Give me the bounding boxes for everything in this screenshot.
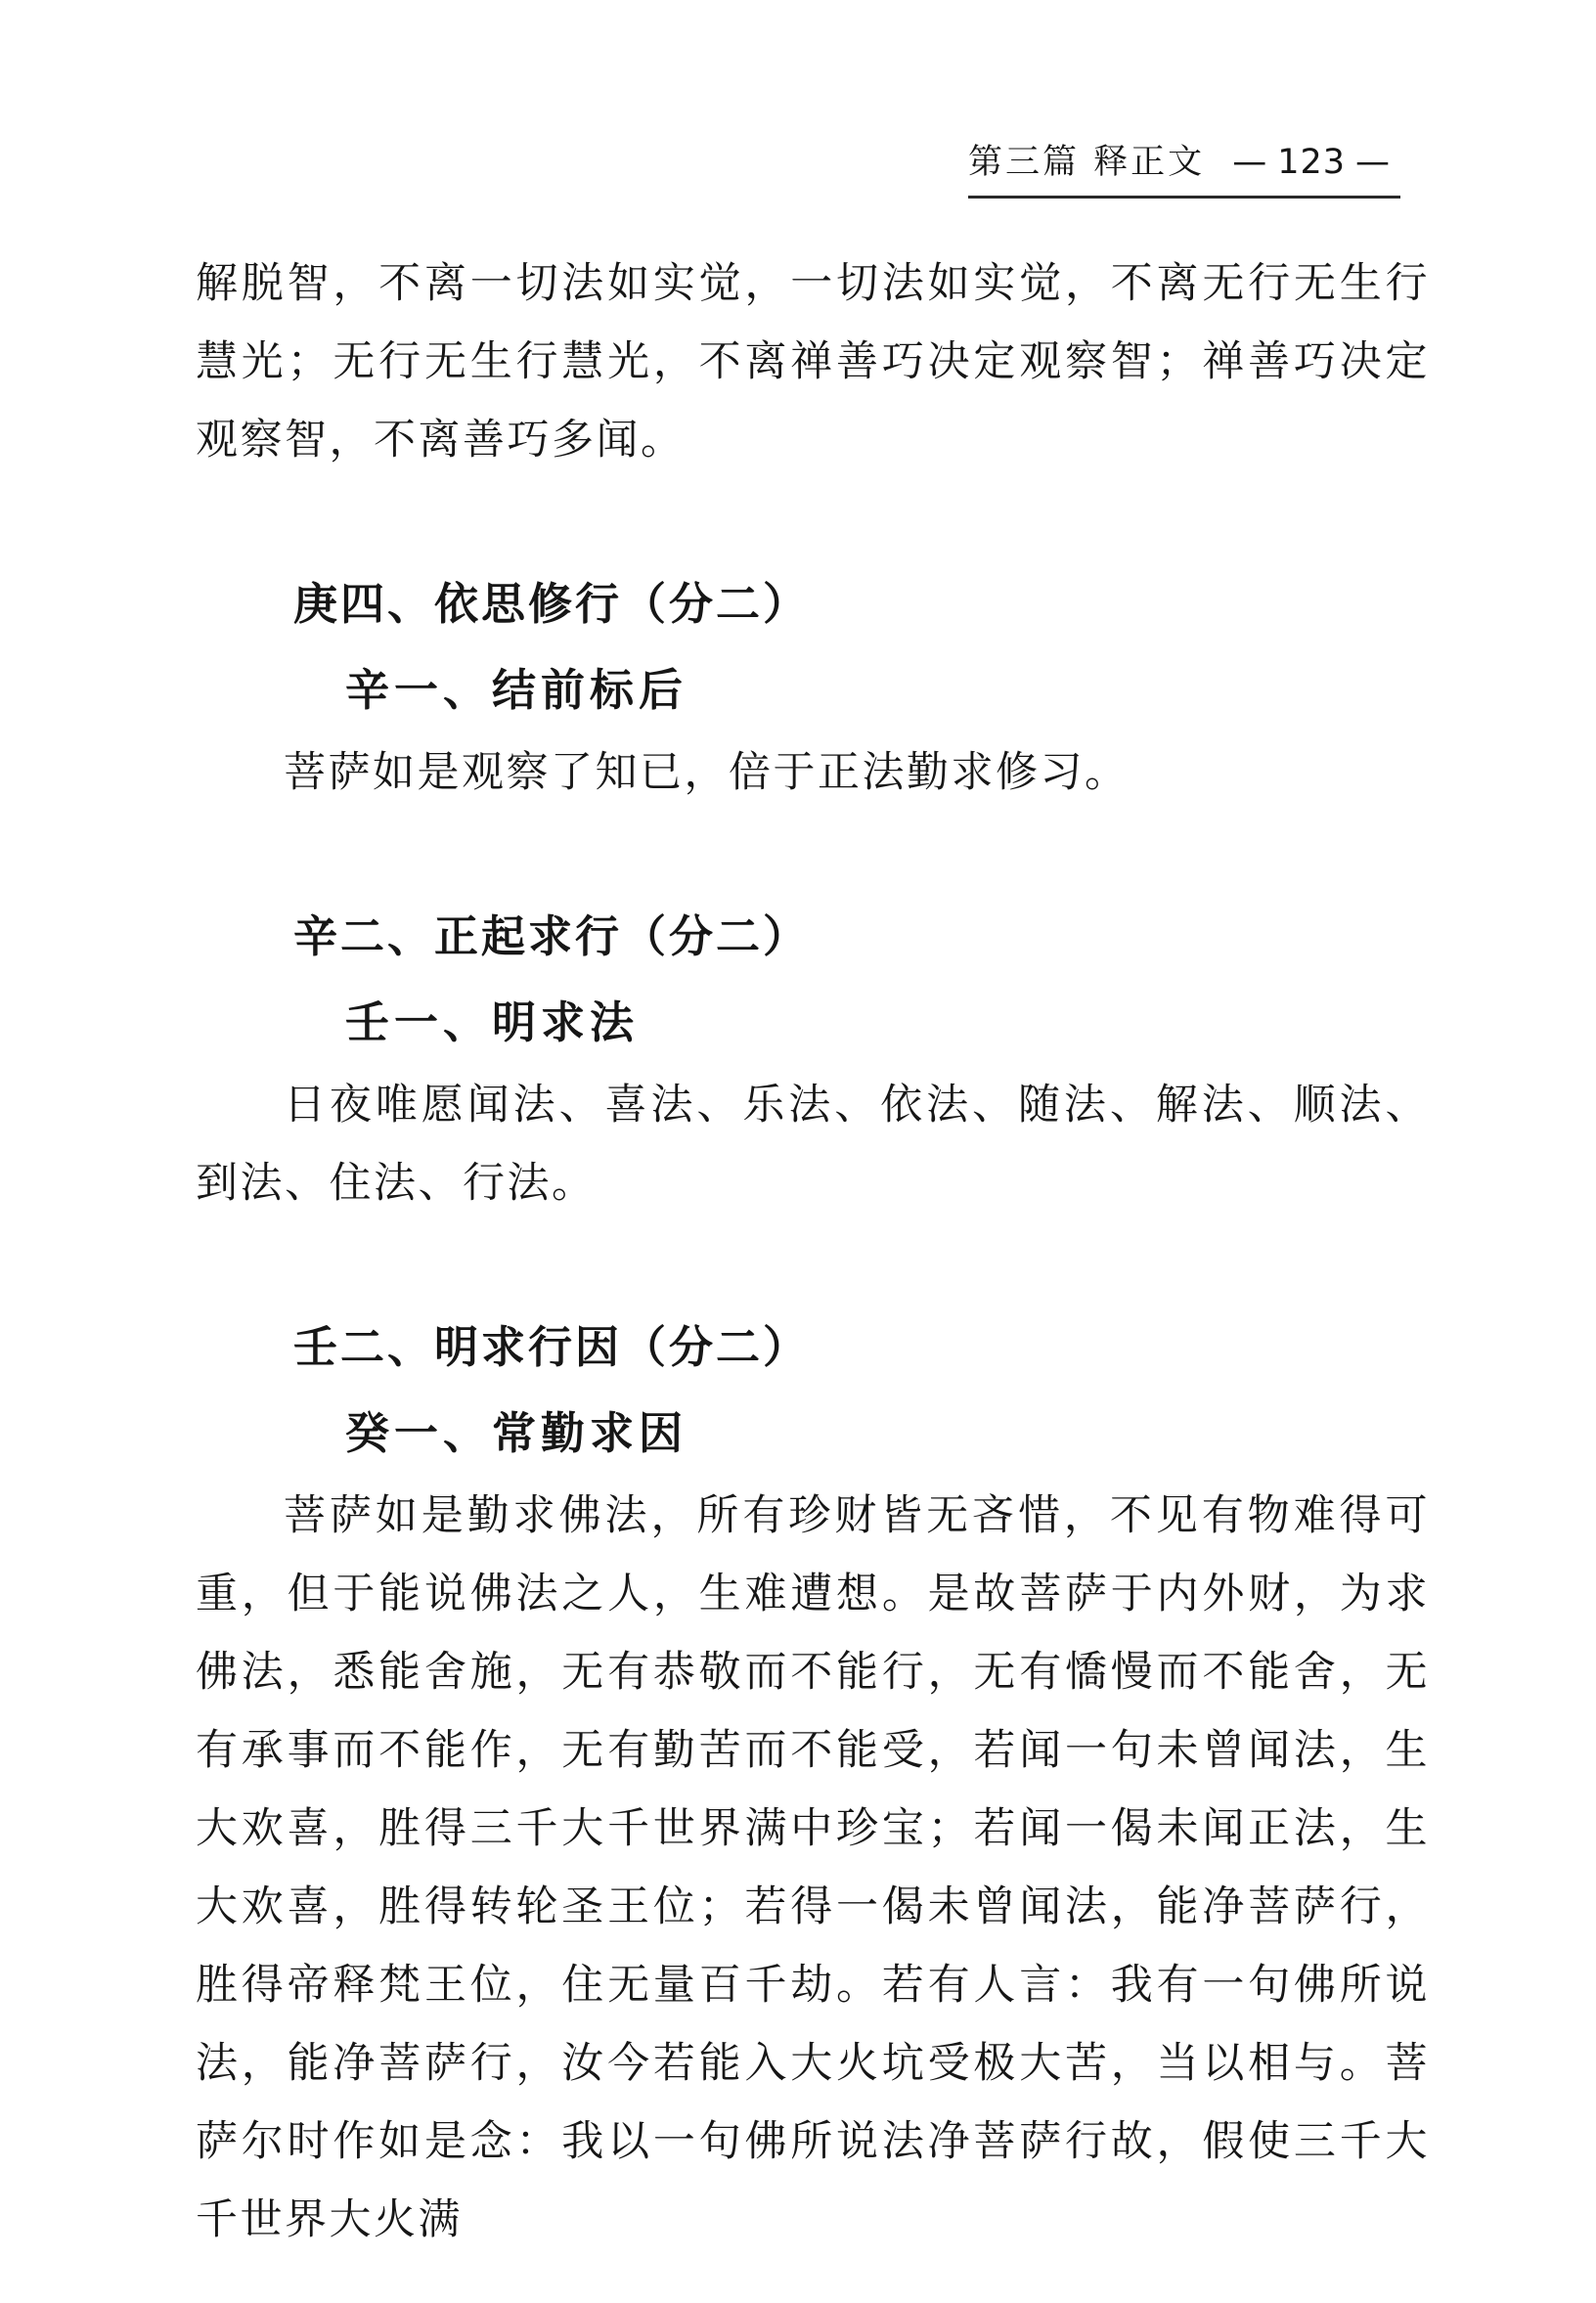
page-body: [196, 244, 1430, 2259]
page-number-value: 123: [1277, 143, 1346, 182]
subsection-heading-gui1: 癸一、常勤求因: [345, 1407, 688, 1459]
page-number-dash-right: —: [1355, 143, 1391, 182]
section-heading-xin2: 辛二、正起求行（分二）: [293, 910, 811, 962]
page-number: [1222, 143, 1400, 182]
body-paragraph-mingqiufa: 日夜唯愿闻法、喜法、乐法、依法、随法、解法、顺法、到法、住法、行法。: [196, 1081, 1430, 1208]
body-paragraph-changqinqiuyin: 菩萨如是勤求佛法，所有珍财皆无吝惜，不见有物难得可重，但于能说佛法之人，生难遭想。是故菩萨于内外财，为求佛法，悉能舍施，无有恭敬而不能行，无有憍慢而不能舍，无有承事而不能作，无有勤苦而不能受，若闻一句未曾闻法，生大欢喜，胜得三千大千世界满中珍宝；若闻一偈未闻正法，生大欢喜，胜得转轮圣王位；若得一偈未曾闻法，能净菩萨行，胜得帝释梵王位，住无量百千劫。若有人言：我有一句佛所说法，能净菩萨行，汝今若能入大火坑受极大苦，当以相与。菩萨尔时作如是念：我以一句佛所说法净菩萨行故，假使三千大千世界大火满: [196, 1491, 1430, 2244]
body-paragraph-continuation: 解脱智，不离一切法如实觉，一切法如实觉，不离无行无生行慧光；无行无生行慧光，不离禅善巧决定观察智；禅善巧决定观察智，不离善巧多闻。: [196, 259, 1430, 465]
subsection-heading-xin1: 辛一、结前标后: [345, 664, 688, 716]
body-paragraph-jiequianbiaohou: 菩萨如是观察了知已，倍于正法勤求修习。: [284, 748, 1130, 797]
chapter-title: 第三篇 释正文: [968, 143, 1206, 182]
subsection-heading-ren1: 壬一、明求法: [345, 996, 640, 1048]
page-number-dash-left: —: [1232, 143, 1268, 182]
running-header: [968, 135, 1400, 199]
section-heading-geng4: 庚四、依思修行（分二）: [293, 578, 811, 630]
section-heading-ren2: 壬二、明求行因（分二）: [293, 1321, 811, 1373]
